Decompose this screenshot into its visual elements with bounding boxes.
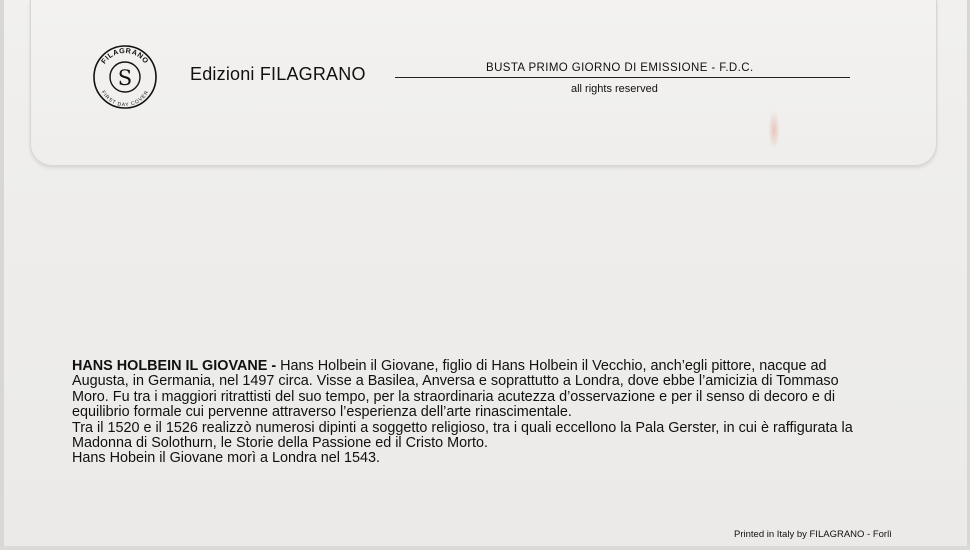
paragraph-2: Tra il 1520 e il 1526 realizzò numerosi dipinti a soggetto religioso, tra i quali eccellono la Pala Gerster, in cui è raffigurata la Madonna di Solothurn, le Storie della Passione ed il Cristo Morto. <box>72 419 853 452</box>
biography-text <box>72 359 862 467</box>
paragraph-3: Hans Hobein il Giovane morì a Londra nel 1543. <box>72 450 380 467</box>
logo-bottom-text: FIRST DAY COVER <box>99 89 151 109</box>
biography-heading: HANS HOLBEIN IL GIOVANE - <box>72 358 277 374</box>
logo-center-letter: S <box>117 66 133 90</box>
paragraph-1-text: Hans Holbein il Giovane, figlio di Hans Holbein il Vecchio, anch’egli pittore, nacque ad Augusta, in Germania, nel 1497 circa. Visse a Basilea, Anversa e soprattutto a Londra, dove ebbe l’amicizia di Tommaso Moro. Fu tra i maggiori ritrattisti del suo tempo, per la straordinaria acutezza d’osservazione e per il senso di decoro e di equilibrio formale cui pervenne attraverso l’esperienza dell’arte rinascimentale. <box>72 358 839 421</box>
printer-credit: Printed in Italy by FILAGRANO - Forlì <box>734 529 892 540</box>
filagrano-logo <box>92 44 158 110</box>
logo-top-text: FILAGRANO <box>99 45 151 66</box>
publisher-name: Edizioni FILAGRANO <box>190 64 366 84</box>
rights-notice: all rights reserved <box>571 83 658 95</box>
envelope-bottom-edge <box>0 546 970 550</box>
envelope-flap <box>30 0 937 166</box>
cover-title: BUSTA PRIMO GIORNO DI EMISSIONE - F.D.C. <box>486 62 754 74</box>
paragraph-1 <box>72 359 862 421</box>
envelope-left-edge <box>0 0 4 550</box>
header-rule <box>395 77 850 78</box>
paper-stain <box>768 110 780 150</box>
